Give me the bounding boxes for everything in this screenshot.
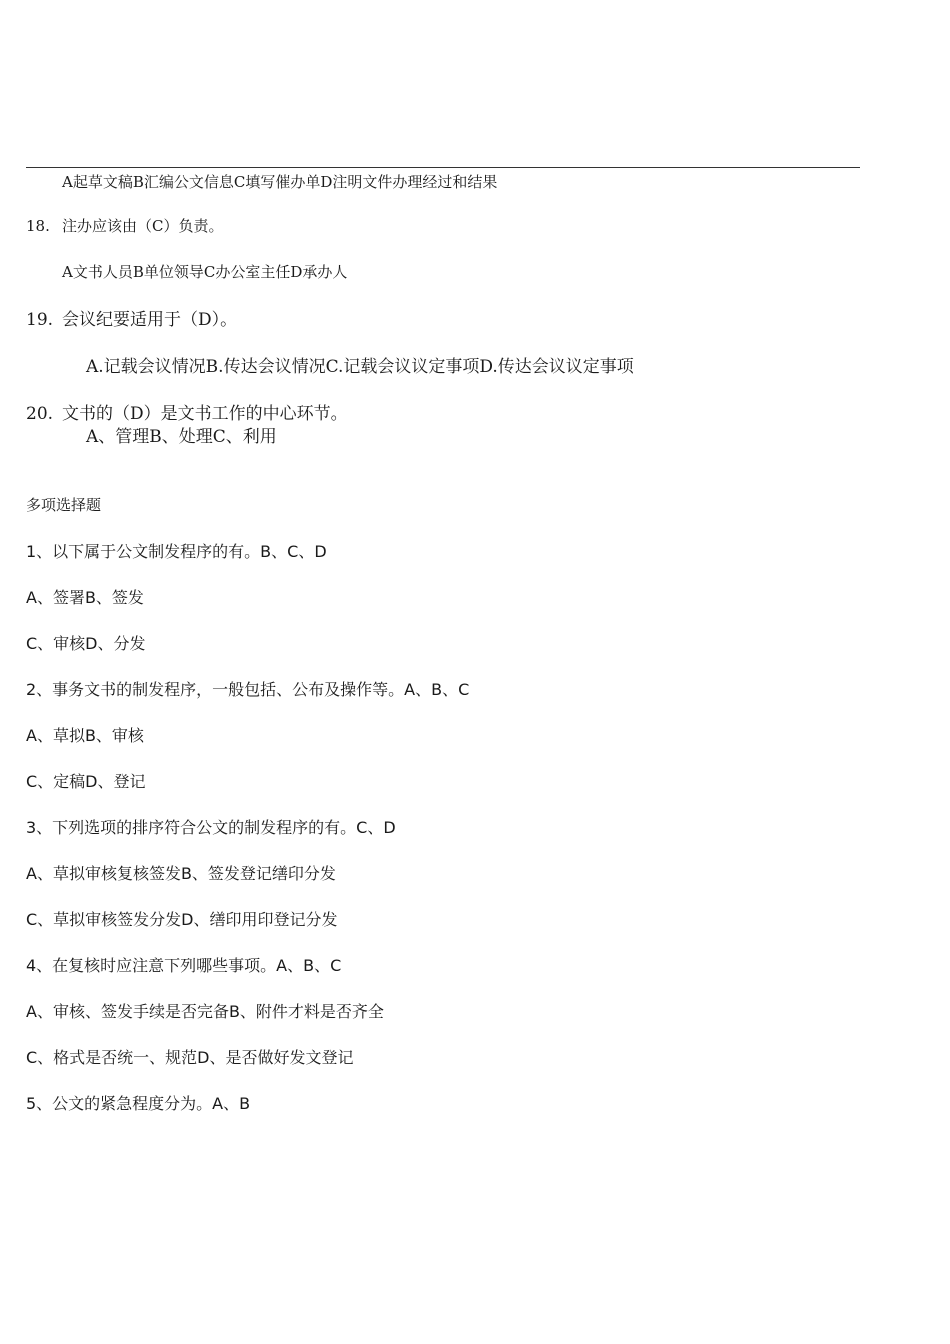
q19-number: 19.	[26, 310, 54, 330]
list-item: 2、事务文书的制发程序，一般包括、公布及操作等。A、B、C	[26, 680, 470, 699]
list-item: C、格式是否统一、规范D、是否做好发文登记	[26, 1048, 354, 1067]
multi-choice-heading: 多项选择题	[26, 496, 102, 514]
list-item: A、签署B、签发	[26, 588, 144, 607]
q18-text: 注办应该由（C）负责。	[62, 217, 224, 235]
list-item: 5、公文的紧急程度分为。A、B	[26, 1094, 251, 1113]
q18	[26, 215, 223, 236]
list-item: C、草拟审核签发分发D、缮印用印登记分发	[26, 910, 338, 929]
list-item: A、草拟B、审核	[26, 726, 144, 745]
q20-number: 20.	[26, 404, 54, 424]
q19-text: 会议纪要适用于（D）。	[62, 310, 238, 330]
q19	[26, 305, 237, 330]
q20-options: A、管理B、处理C、利用	[86, 427, 277, 447]
header-rule	[26, 167, 860, 168]
list-item: C、定稿D、登记	[26, 772, 146, 791]
list-item: C、审核D、分发	[26, 634, 146, 653]
list-item: 3、下列选项的排序符合公文的制发程序的有。C、D	[26, 818, 396, 837]
list-item: A、草拟审核复核签发B、签发登记缮印分发	[26, 864, 336, 883]
list-item: 1、以下属于公文制发程序的有。B、C、D	[26, 542, 327, 561]
q18-options: A文书人员B单位领导C办公室主任D承办人	[62, 263, 348, 281]
list-item: 4、在复核时应注意下列哪些事项。A、B、C	[26, 956, 342, 975]
q17-options: A起草文稿B汇编公文信息C填写催办单D注明文件办理经过和结果	[62, 173, 498, 191]
q20-text: 文书的（D）是文书工作的中心环节。	[62, 404, 348, 424]
q18-number: 18.	[26, 217, 50, 235]
q20	[26, 399, 348, 424]
q19-options: A.记载会议情况B.传达会议情况C.记载会议议定事项D.传达会议议定事项	[86, 357, 634, 377]
list-item: A、审核、签发手续是否完备B、附件才料是否齐全	[26, 1002, 384, 1021]
